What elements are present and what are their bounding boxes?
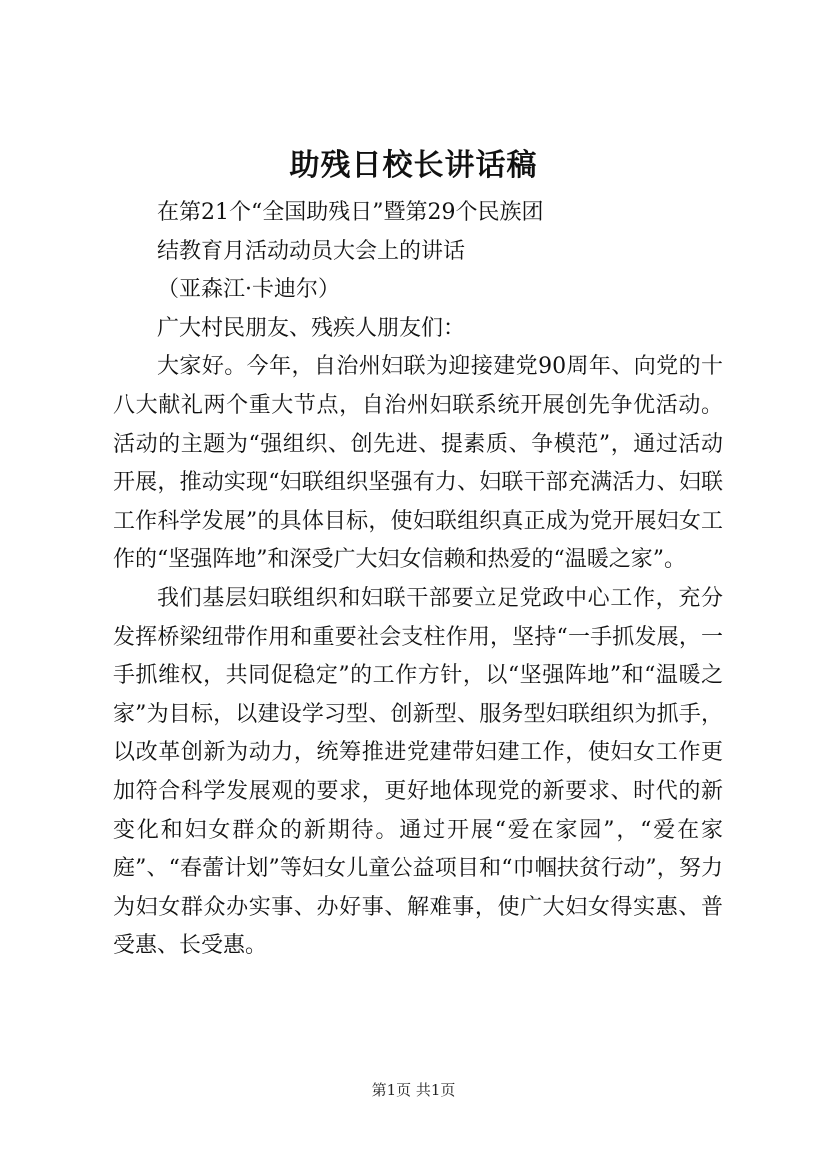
document-title: 助残日校长讲话稿 <box>289 148 538 183</box>
subtitle-line-2: 结教育月活动动员大会上的讲话 <box>157 238 466 264</box>
document-body <box>113 194 723 966</box>
body-paragraph-1: 大家好。今年，自治州妇联为迎接建党90周年、向党的十八大献礼两个重大节点，自治州妇联系统开展创先争优活动。活动的主题为“强组织、创先进、提素质、争模范”，通过活动开展，推动实现“妇联组织坚强有力、妇联干部充满活力、妇联工作科学发展”的具体目标，使妇联组织真正成为党开展妇女工作的“坚强阵地”和深受广大妇女信赖和热爱的“温暖之家”。 <box>113 354 723 573</box>
subtitle-line-1: 在第21个“全国助残日”暨第29个民族团 <box>157 200 544 225</box>
page-number: 第1页 共1页 <box>371 1081 456 1099</box>
body-paragraph-2: 我们基层妇联组织和妇联干部要立足党政中心工作，充分发挥桥梁纽带作用和重要社会支柱作用，坚持“一手抓发展，一手抓维权，共同促稳定”的工作方针，以“坚强阵地”和“温暖之家”为目标，以建设学习型、创新型、服务型妇联组织为抓手，以改革创新为动力，统筹推进党建带妇建工作，使妇女工作更加符合科学发展观的要求，更好地体现党的新要求、时代的新变化和妇女群众的新期待。通过开展“爱在家园”，“爱在家庭”、“春蕾计划”等妇女儿童公益项目和“巾帼扶贫行动”，努力为妇女群众办实事、办好事、解难事，使广大妇女得实惠、普受惠、长受惠。 <box>113 585 723 959</box>
salutation: 广大村民朋友、残疾人朋友们： <box>157 315 466 341</box>
speaker-name: （亚森江·卡迪尔） <box>157 277 340 303</box>
